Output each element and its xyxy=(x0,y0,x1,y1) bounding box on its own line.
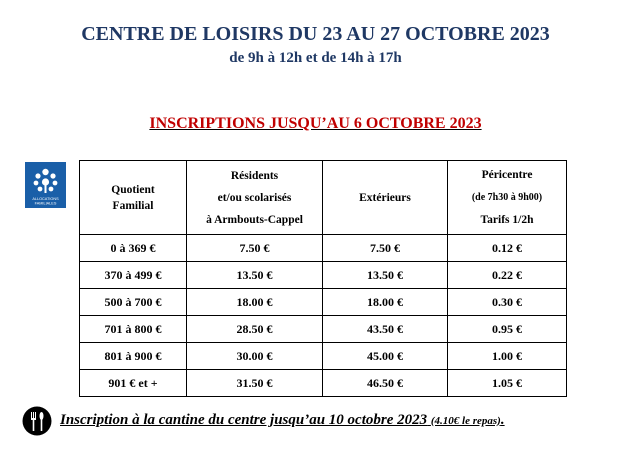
cell-pericentre: 0.22 € xyxy=(448,262,567,289)
table-row xyxy=(80,262,567,289)
registration-deadline: INSCRIPTIONS JUSQU’AU 6 OCTOBRE 2023 xyxy=(149,115,482,132)
cell-exterieurs: 7.50 € xyxy=(323,235,448,262)
cell-pericentre: 1.00 € xyxy=(448,343,567,370)
cell-pericentre: 0.95 € xyxy=(448,316,567,343)
header-pericentre: Péricentre (de 7h30 à 9h00) Tarifs 1/2h xyxy=(448,161,567,235)
cell-exterieurs: 46.50 € xyxy=(323,370,448,397)
cantine-text: Inscription à la cantine du centre jusqu’au 10 octobre 2023 (4.10€ le repas). xyxy=(60,412,505,428)
cell-residents: 7.50 € xyxy=(187,235,323,262)
cell-residents: 28.50 € xyxy=(187,316,323,343)
cell-exterieurs: 45.00 € xyxy=(323,343,448,370)
header-residents: Résidents et/ou scolarisés à Armbouts-Cappel xyxy=(187,161,323,235)
svg-text:FAMILIALES: FAMILIALES xyxy=(34,201,57,206)
tarifs-table xyxy=(79,160,567,397)
table-row xyxy=(80,316,567,343)
cell-residents: 13.50 € xyxy=(187,262,323,289)
cell-residents: 31.50 € xyxy=(187,370,323,397)
cell-quotient: 500 à 700 € xyxy=(80,289,187,316)
cutlery-icon xyxy=(22,406,52,436)
header-exterieurs: Extérieurs xyxy=(323,161,448,235)
cell-quotient: 801 à 900 € xyxy=(80,343,187,370)
cell-exterieurs: 43.50 € xyxy=(323,316,448,343)
svg-text:ALLOCATIONS: ALLOCATIONS xyxy=(32,197,59,201)
cell-exterieurs: 13.50 € xyxy=(323,262,448,289)
cell-residents: 30.00 € xyxy=(187,343,323,370)
table-header-row xyxy=(80,161,567,235)
cell-quotient: 370 à 499 € xyxy=(80,262,187,289)
table-row xyxy=(80,289,567,316)
cell-pericentre: 0.12 € xyxy=(448,235,567,262)
meal-price-note: (4.10€ le repas) xyxy=(430,415,501,427)
cell-pericentre: 0.30 € xyxy=(448,289,567,316)
page-title: CENTRE DE LOISIRS DU 23 AU 27 OCTOBRE 2023 xyxy=(81,23,550,45)
cell-residents: 18.00 € xyxy=(187,289,323,316)
cell-quotient: 901 € et + xyxy=(80,370,187,397)
cell-pericentre: 1.05 € xyxy=(448,370,567,397)
cell-exterieurs: 18.00 € xyxy=(323,289,448,316)
schedule-subtitle: de 9h à 12h et de 14h à 17h xyxy=(229,50,402,66)
header-quotient: Quotient Familial xyxy=(80,161,187,235)
cell-quotient: 701 à 800 € xyxy=(80,316,187,343)
table-row xyxy=(80,235,567,262)
cantine-notice xyxy=(22,406,622,440)
table-row xyxy=(80,370,567,397)
cell-quotient: 0 à 369 € xyxy=(80,235,187,262)
caf-logo xyxy=(25,162,66,208)
table-row xyxy=(80,343,567,370)
